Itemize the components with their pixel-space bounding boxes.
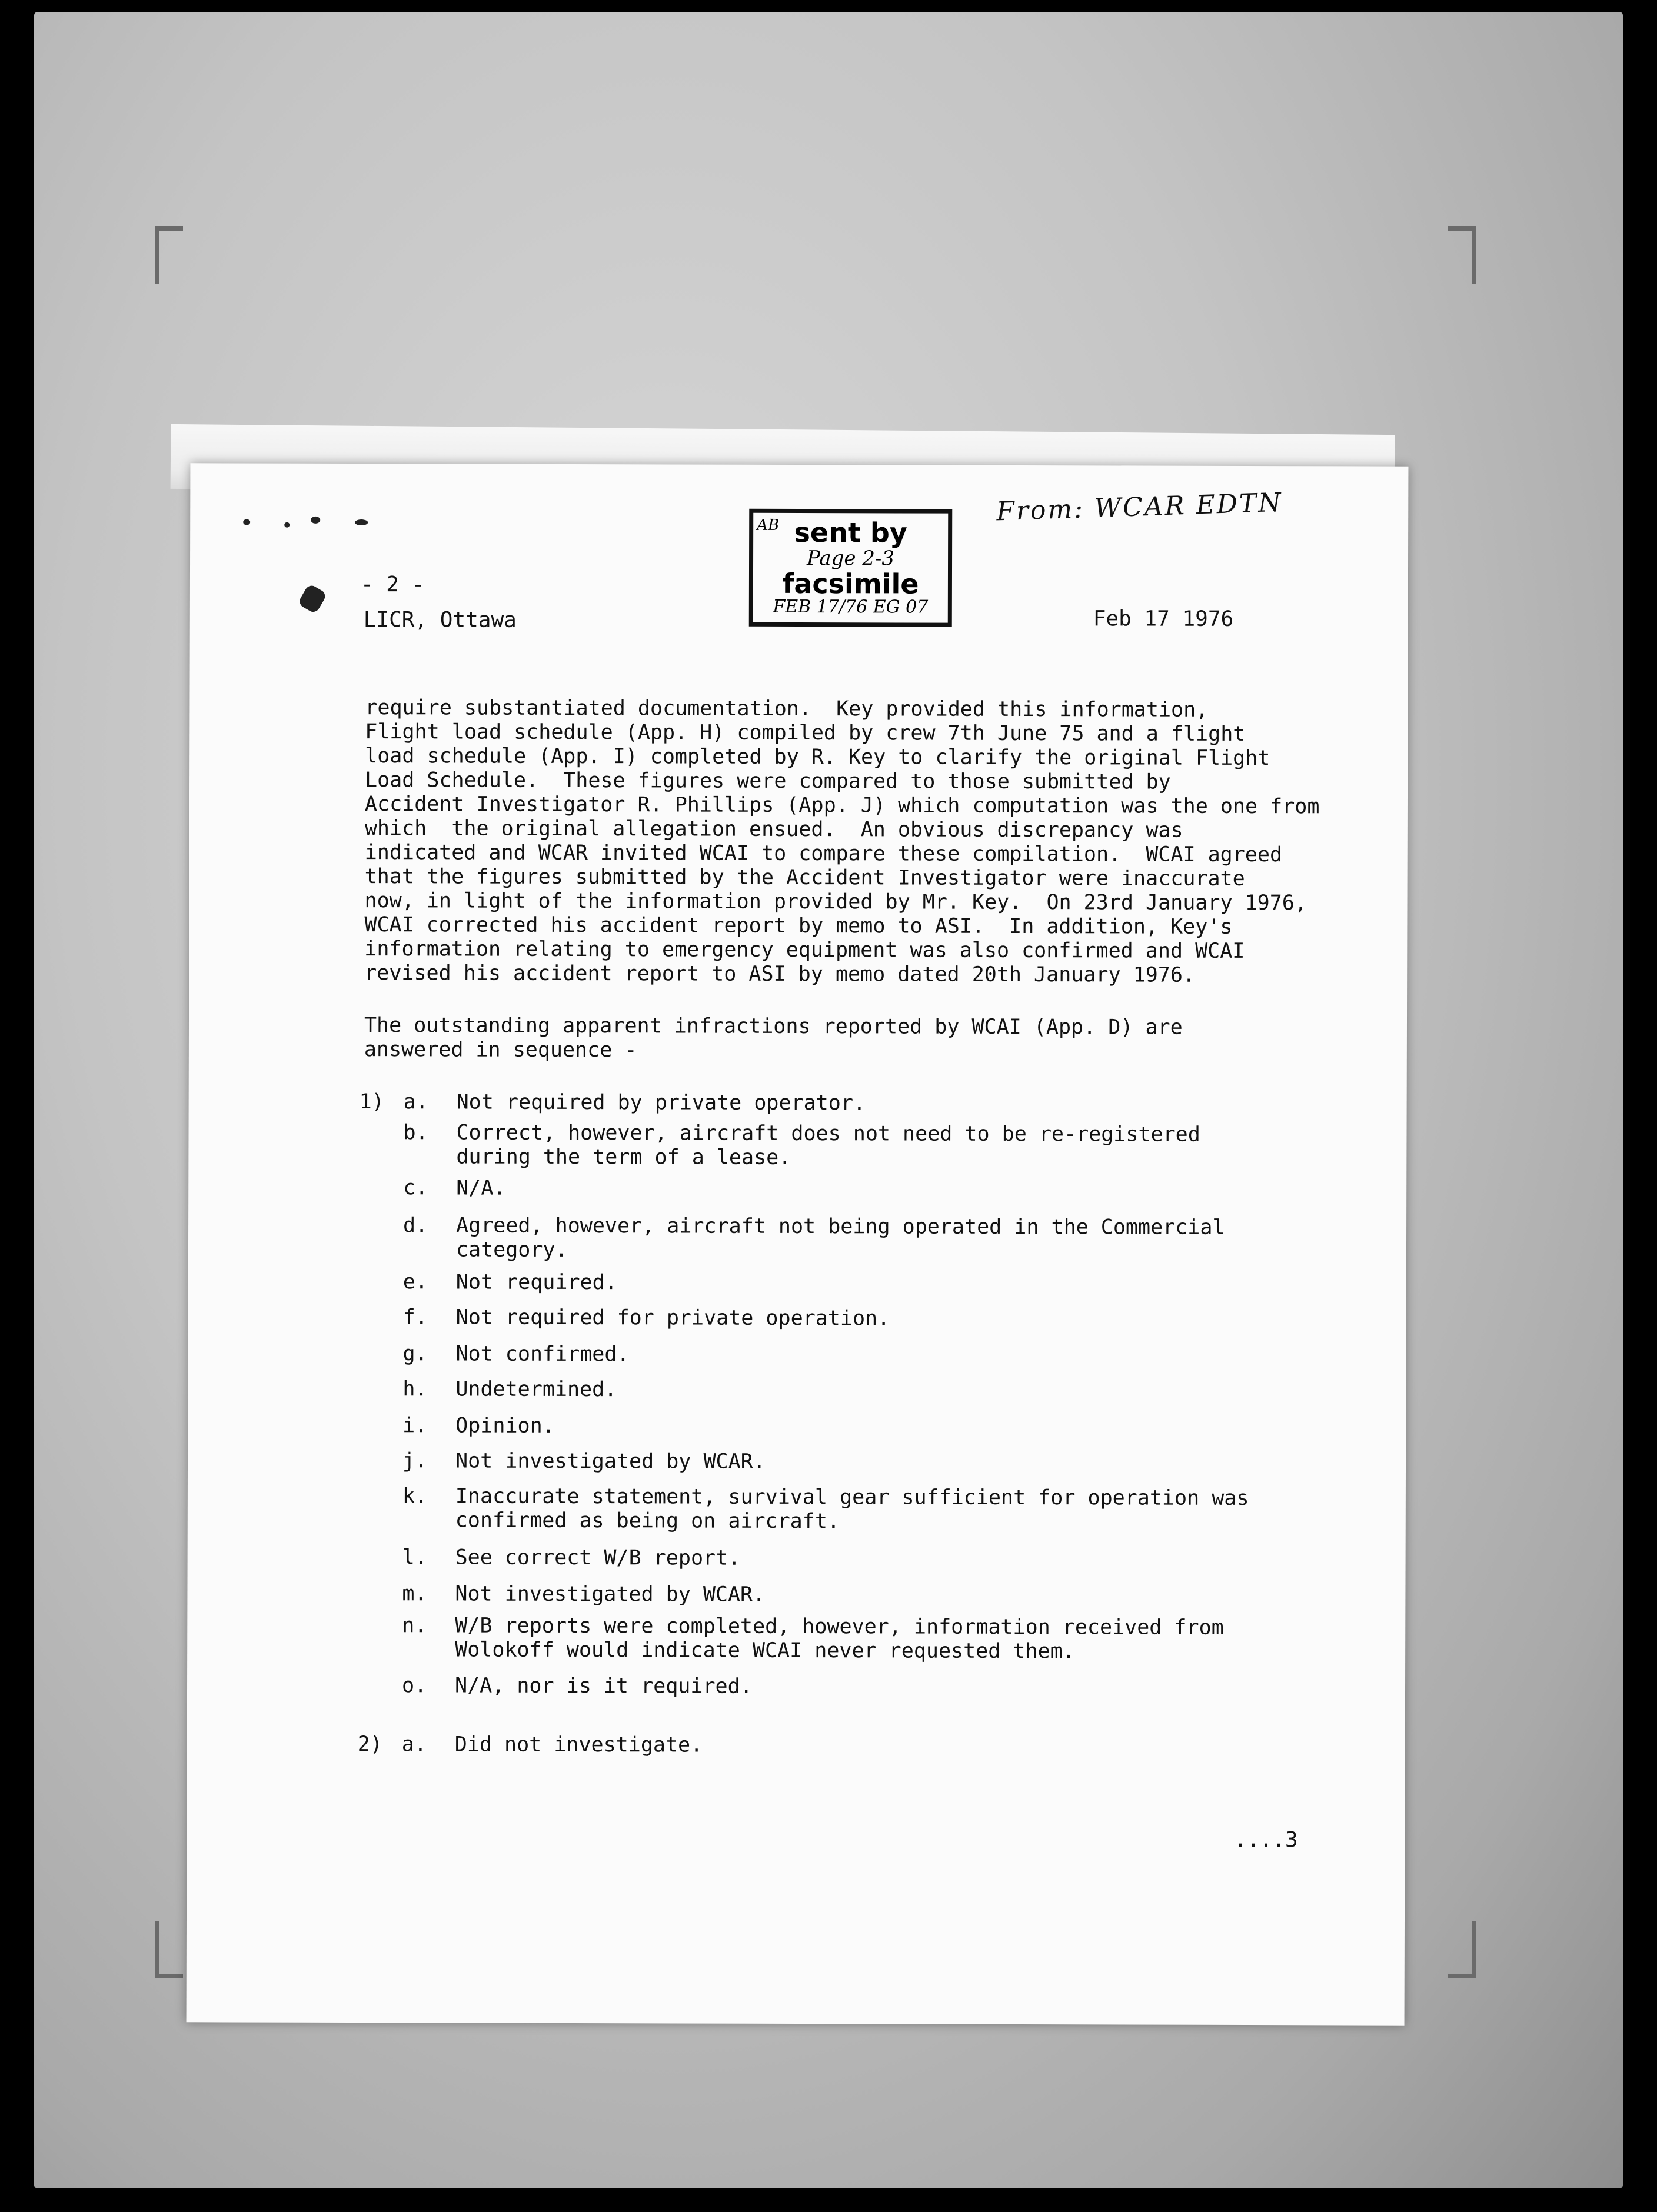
item-number: 2) xyxy=(357,1733,382,1757)
item-letter: h. xyxy=(402,1377,428,1401)
fax-stamp xyxy=(749,509,953,627)
stamp-line-3: facsimile xyxy=(782,567,919,600)
item-text: See correct W/B report. xyxy=(455,1545,741,1570)
list-item xyxy=(358,1377,1394,1402)
list-item xyxy=(358,1449,1394,1474)
item-text: W/B reports were completed, however, information received from Wolokoff would indicate WCAI never requested them. xyxy=(455,1614,1224,1664)
body-paragraph-1: require substantiated documentation. Key provided this information, Flight load schedule (App. H) compiled by crew 7th June 75 and a flight load schedule (App. I) completed by R. Key to clarify the original Flight Load Schedule. These figures were compared to those submitted by Accident Investigator R. Phillips (App. J) which computation was the one from which the original allegation ensued. An obvious discrepancy was indicated and WCAR invited WCAI to compare these compilation. WCAI agreed that the figures submitted by the Accident Investigator were inaccurate now, in light of the information provided by Mr. Key. On 23rd January 1976, WCAI corrected his accident report by memo to ASI. In addition, Key's information relating to emergency equipment was also confirmed and WCAI revised his accident report to ASI by memo dated 20th January 1976. xyxy=(364,696,1320,987)
item-letter: i. xyxy=(402,1414,428,1438)
item-text: Not required for private operation. xyxy=(455,1305,890,1331)
item-letter: d. xyxy=(403,1214,428,1238)
list-item xyxy=(357,1733,1393,1757)
item-letter: e. xyxy=(402,1270,428,1294)
item-letter: m. xyxy=(402,1582,427,1606)
addressee: LICR, Ottawa xyxy=(363,608,517,632)
list-item xyxy=(358,1674,1393,1698)
stamp-line-4: FEB 17/76 EG 07 xyxy=(773,596,929,618)
item-text: Not required. xyxy=(455,1270,617,1295)
item-text: Agreed, however, aircraft not being operated in the Commercial category. xyxy=(455,1214,1225,1262)
item-number: 1) xyxy=(359,1090,384,1114)
infraction-response-list xyxy=(357,1090,1395,1757)
item-text: N/A, nor is it required. xyxy=(454,1674,753,1698)
item-letter: l. xyxy=(402,1545,427,1570)
item-letter: a. xyxy=(401,1733,427,1757)
list-item xyxy=(359,1176,1395,1200)
list-item xyxy=(359,1214,1395,1262)
speck xyxy=(243,519,250,525)
item-letter: b. xyxy=(403,1121,428,1145)
continuation-marker: ....3 xyxy=(1234,1827,1298,1853)
item-letter: j. xyxy=(402,1449,428,1473)
stamp-initials: AB xyxy=(757,516,780,534)
list-item xyxy=(358,1545,1394,1570)
item-text: Not investigated by WCAR. xyxy=(455,1449,766,1474)
handwritten-note: From: WCAR EDTN xyxy=(996,487,1283,527)
document-date: Feb 17 1976 xyxy=(1093,607,1234,631)
item-text: Opinion. xyxy=(455,1414,555,1438)
speck xyxy=(297,584,327,615)
item-text: Not investigated by WCAR. xyxy=(455,1582,766,1607)
crop-mark-top-left xyxy=(155,226,183,284)
item-text: Undetermined. xyxy=(455,1377,617,1402)
body-paragraph-2: The outstanding apparent infractions reported by WCAI (App. D) are answered in sequence - xyxy=(364,1014,1183,1062)
list-item xyxy=(358,1582,1393,1607)
page-number: - 2 - xyxy=(360,572,425,597)
item-letter: o. xyxy=(401,1674,427,1698)
item-text: Correct, however, aircraft does not need to be re-registered during the term of a lease. xyxy=(456,1121,1200,1170)
crop-mark-bottom-left xyxy=(155,1921,183,1978)
item-text: Not required by private operator. xyxy=(456,1090,866,1115)
crop-mark-bottom-right xyxy=(1448,1921,1476,1978)
speck xyxy=(355,519,368,525)
list-item xyxy=(358,1484,1394,1534)
stamp-line-1: sent by xyxy=(794,516,907,549)
list-item xyxy=(359,1342,1395,1367)
speck xyxy=(311,517,320,524)
item-letter: k. xyxy=(402,1484,428,1508)
item-text: N/A. xyxy=(456,1176,506,1200)
speck xyxy=(284,522,290,528)
item-letter: g. xyxy=(402,1342,428,1366)
list-item xyxy=(359,1090,1395,1115)
item-letter: n. xyxy=(402,1614,427,1638)
list-item xyxy=(358,1614,1393,1664)
stamp-line-2: Page 2-3 xyxy=(806,547,895,571)
item-letter: f. xyxy=(402,1305,428,1330)
list-item xyxy=(358,1414,1394,1438)
document-page xyxy=(187,463,1409,2025)
crop-mark-top-right xyxy=(1448,226,1476,284)
list-item xyxy=(360,1121,1395,1170)
item-letter: a. xyxy=(403,1090,428,1114)
item-text: Did not investigate. xyxy=(454,1733,703,1757)
item-text: Not confirmed. xyxy=(455,1342,630,1367)
item-text: Inaccurate statement, survival gear sufficient for operation was confirmed as being on aircraft. xyxy=(455,1484,1249,1534)
list-item xyxy=(359,1305,1395,1331)
list-item xyxy=(359,1270,1395,1295)
item-letter: c. xyxy=(403,1176,428,1200)
